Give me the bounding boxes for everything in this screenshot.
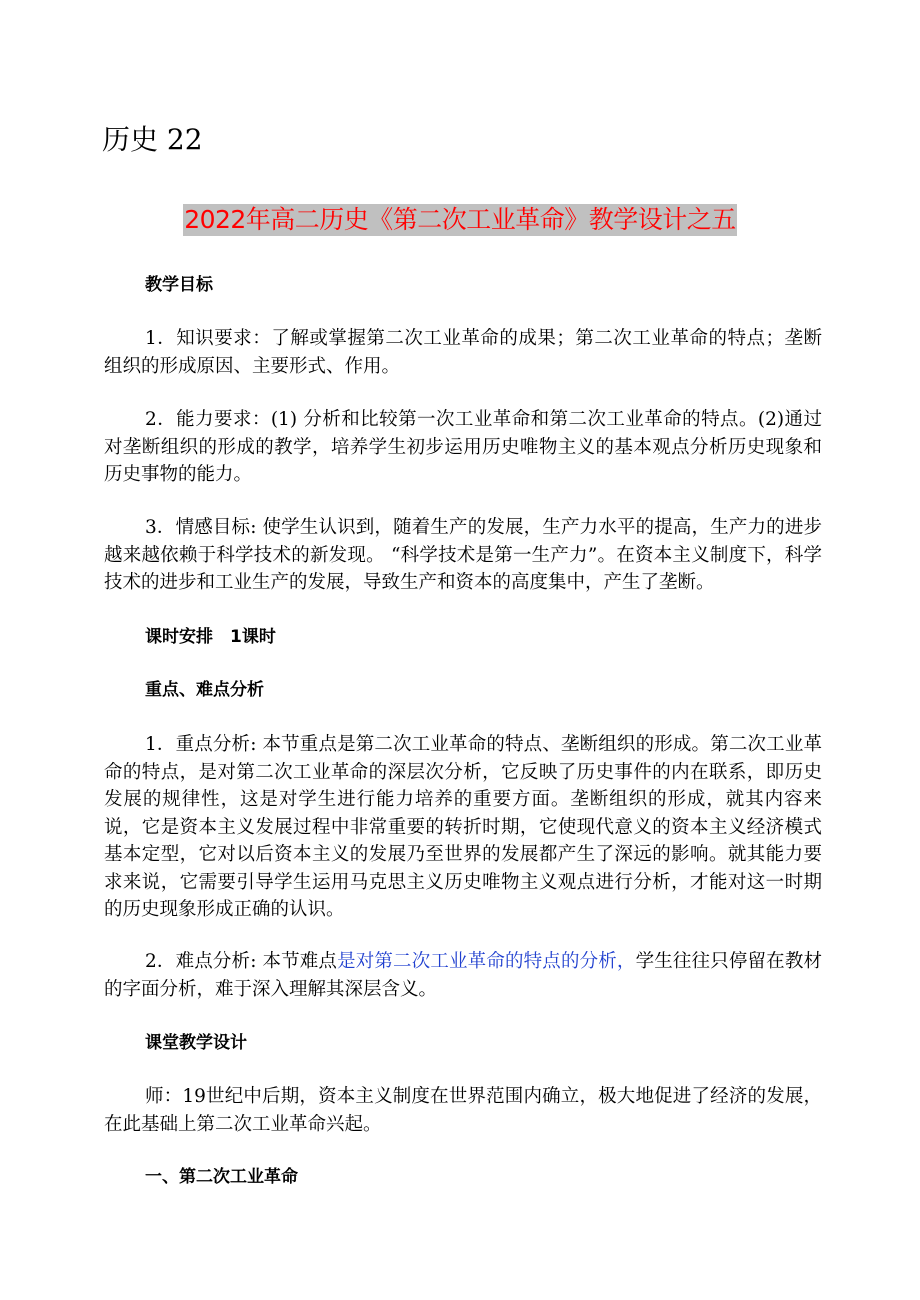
heading-part-one: 一、第二次工业革命 bbox=[145, 1167, 298, 1187]
heading-class-design: 课堂教学设计 bbox=[145, 1033, 247, 1053]
heading-schedule: 课时安排 1课时 bbox=[145, 627, 276, 647]
paragraph-difficult-point bbox=[104, 948, 822, 1003]
document-title: 2022年高二历史《第二次工业革命》教学设计之五 bbox=[184, 205, 736, 234]
paragraph-goal-ability: 2．能力要求：(1) 分析和比较第一次工业革命和第二次工业革命的特点。(2)通过对垄断组织的形成的教学，培养学生初步运用历史唯物主义的基本观点分析历史现象和历史事物的能力。 bbox=[104, 409, 822, 485]
difficult-point-highlight: 是对第二次工业革命的特点的分析， bbox=[337, 951, 636, 972]
title-container bbox=[0, 204, 920, 236]
heading-focus-analysis: 重点、难点分析 bbox=[145, 680, 264, 700]
heading-teaching-goals: 教学目标 bbox=[145, 275, 213, 295]
document-header: 历史 22 bbox=[102, 123, 203, 156]
paragraph-teacher-intro: 师：19世纪中后期，资本主义制度在世界范围内确立，极大地促进了经济的发展，在此基础上第二次工业革命兴起。 bbox=[104, 1086, 822, 1135]
paragraph-key-point: 1．重点分析: 本节重点是第二次工业革命的特点、垄断组织的形成。第二次工业革命的特点，是对第二次工业革命的深层次分析，它反映了历史事件的内在联系，即历史发展的规律性，这是对学生进行能力培养的重要方面。垄断组织的形成，就其内容来说，它是资本主义发展过程中非常重要的转折时期，它使现代意义的资本主义经济模式基本定型，它对以后资本主义的发展乃至世界的发展都产生了深远的影响。就其能力要求来说，它需要引导学生运用马克思主义历史唯物主义观点进行分析，才能对这一时期的历史现象形成正确的认识。 bbox=[104, 734, 822, 920]
difficult-point-text: 2．难点分析: 本节难点 bbox=[145, 951, 338, 972]
difficult-point-text-rest: 学生往往只停留在教材的字面分析，难于深入理解其深层含义。 bbox=[104, 951, 822, 1000]
paragraph-goal-knowledge: 1．知识要求：了解或掌握第二次工业革命的成果；第二次工业革命的特点；垄断组织的形成原因、主要形式、作用。 bbox=[104, 328, 822, 377]
paragraph-goal-emotion: 3．情感目标: 使学生认识到，随着生产的发展，生产力水平的提高，生产力的进步越来越依赖于科学技术的新发现。 “科学技术是第一生产力”。在资本主义制度下，科学技术的进步和工业生产的发展，导致生产和资本的高度集中，产生了垄断。 bbox=[104, 517, 822, 593]
